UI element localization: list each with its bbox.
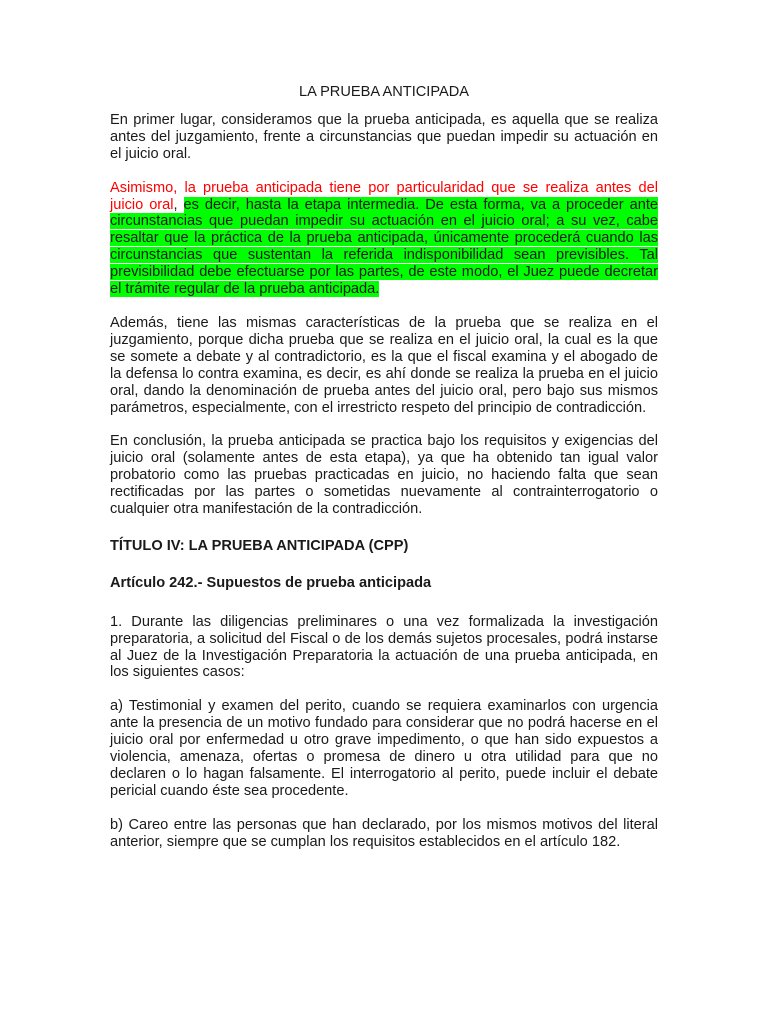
paragraph-article-1: 1. Durante las diligencias preliminares o una vez formalizada la investigación preparatoria, a solicitud del Fiscal o de los demás sujetos procesales, podrá instarse al Juez de la Investigación Preparatoria la actuación de una prueba anticipada, en los siguientes casos: xyxy=(110,613,658,681)
comma-segment: , xyxy=(173,196,184,213)
paragraph-intro: En primer lugar, consideramos que la prueba anticipada, es aquella que se realiza antes del juzgamiento, frente a circunstancias que puedan impedir su actuación en el juicio oral. xyxy=(110,111,658,162)
red-text-segment: Asimismo, la prueba anticipada tiene por particularidad que se realiza antes del juicio oral xyxy=(110,179,658,213)
paragraph-article-b: b) Careo entre las personas que han declarado, por los mismos motivos del literal anterior, siempre que se cumplan los requisitos establecidos en el artículo 182. xyxy=(110,816,658,850)
paragraph-article-a: a) Testimonial y examen del perito, cuando se requiera examinarlos con urgencia ante la presencia de un motivo fundado para considerar que no podrá hacerse en el juicio oral por enfermedad u otro grave impedimento, o que han sido expuestos a violencia, amenaza, ofertas o promesa de dinero u otra utilidad para que no declaren o lo hagan falsamente. El interrogatorio al perito, puede incluir el debate pericial cuando éste sea procedente. xyxy=(110,698,658,799)
highlighted-text-segment: . Tal previsibilidad debe efectuarse por las partes, de este modo, el Juez puede decretar el trámite regular de la prueba anticipada. xyxy=(110,247,658,298)
paragraph-characteristics: Además, tiene las mismas características de la prueba que se realiza en el juzgamiento, porque dicha prueba que se realiza en el juicio oral, la cual es la que se somete a debate y al contradictorio, es la que el fiscal examina y el abogado de la defensa lo contra examina, es decir, es ahí donde se realiza la prueba en el juicio oral, dando la denominación de prueba antes del juicio oral, pero bajo sus mismos parámetros, especialmente, con el irrestricto respeto del principio de contradicción. xyxy=(110,314,658,416)
highlighted-text-segment: únicamente procederá cuando las circunstancias que sustentan la referida indisponibilidad sean previsibles xyxy=(110,230,658,264)
paragraph-conclusion: En conclusión, la prueba anticipada se practica bajo los requisitos y exigencias del juicio oral (solamente antes de esta etapa), ya que ha obtenido tan igual valor probatorio como las pruebas practicadas en juicio, no haciendo falta que sean rectificadas por las partes o sometidas nuevamente al contrainterrogatorio o cualquier otra manifestación de la contradicción. xyxy=(110,433,658,518)
document-body xyxy=(110,84,658,851)
section-heading-title: TÍTULO IV: LA PRUEBA ANTICIPADA (CPP) xyxy=(110,537,409,554)
paragraph-particularity xyxy=(110,180,658,298)
highlighted-text-segment: es decir, hasta la etapa intermedia. De esta forma, va a proceder ante circunstancias que puedan impedir su actuación en el juicio oral; a su vez, cabe resaltar que la práctica de la prueba anticipada, xyxy=(110,196,658,247)
section-heading-article: Artículo 242.- Supuestos de prueba anticipada xyxy=(110,574,432,591)
document-title: LA PRUEBA ANTICIPADA xyxy=(298,84,470,100)
